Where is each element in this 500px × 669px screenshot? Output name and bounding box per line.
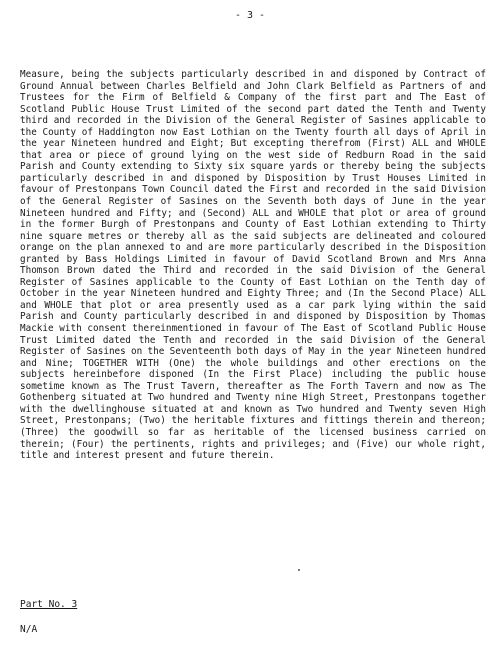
- part-value: N/A: [20, 624, 38, 635]
- stray-mark: [298, 569, 300, 571]
- part-heading: Part No. 3: [20, 599, 78, 610]
- body-paragraph: Measure, being the subjects particularly described in and disponed by Contract of Ground Annual between Charles Belfield and John Clark Belfield as Partners of and Trustees for the Firm of Belfield & Company of the first part and The East of Scotland Public House Trust Limited of the second part dated the Tenth and Twenty third and recorded in the Division of the General Register of Sasines applicable to the County of Haddington now East Lothian on the Twenty fourth all days of April in the year Nineteen hundred and Eight; But excepting therefrom (First) ALL and WHOLE that area or piece of ground lying on the west side of Redburn Road in the said Parish and County extending to Sixty six square yards or thereby being the subjects particularly described in and disponed by Disposition by Trust Houses Limited in favour of Prestonpans Town Council dated the First and recorded in the said Division of the General Register of Sasines on the Seventh both days of June in the year Nineteen hundred and Fifty; and (Second) ALL and WHOLE that plot or area of ground in the former Burgh of Prestonpans and County of East Lothian extending to Thirty nine square metres or thereby all as the said subjects are delineated and coloured orange on the plan annexed to and are more particularly described in the Disposition granted by Bass Holdings Limited in favour of David Scotland Brown and Mrs Anna Thomson Brown dated the Third and recorded in the said Division of the General Register of Sasines applicable to the County of East Lothian on the Tenth day of October in the year Nineteen hundred and Eighty Three; and (In the Second Place) ALL and WHOLE that plot or area presently used as a car park lying within the said Parish and County particularly described in and disponed by Disposition by Thomas Mackie with consent thereinmentioned in favour of The East of Scotland Public House Trust Limited dated the Tenth and recorded in the said Division of the General Register of Sasines on the Seventeenth both days of May in the year Nineteen hundred and Nine; TOGETHER WITH (One) the whole buildings and other erections on the subjects hereinbefore disponed (In the First Place) including the public house sometime known as The Trust Tavern, thereafter as The Forth Tavern and now as The Gothenberg situated at Two hundred and Twenty nine High Street, Prestonpans together with the dwellinghouse situated at and known as Two hundred and Twenty seven High Street, Prestonpans; (Two) the heritable fixtures and fittings therein and thereon; (Three) the goodwill so far as heritable of the licensed business carried on therein; (Four) the pertinents, rights and privileges; and (Five) our whole right, title and interest present and future therein.: [20, 69, 486, 462]
- page-number: - 3 -: [234, 10, 266, 21]
